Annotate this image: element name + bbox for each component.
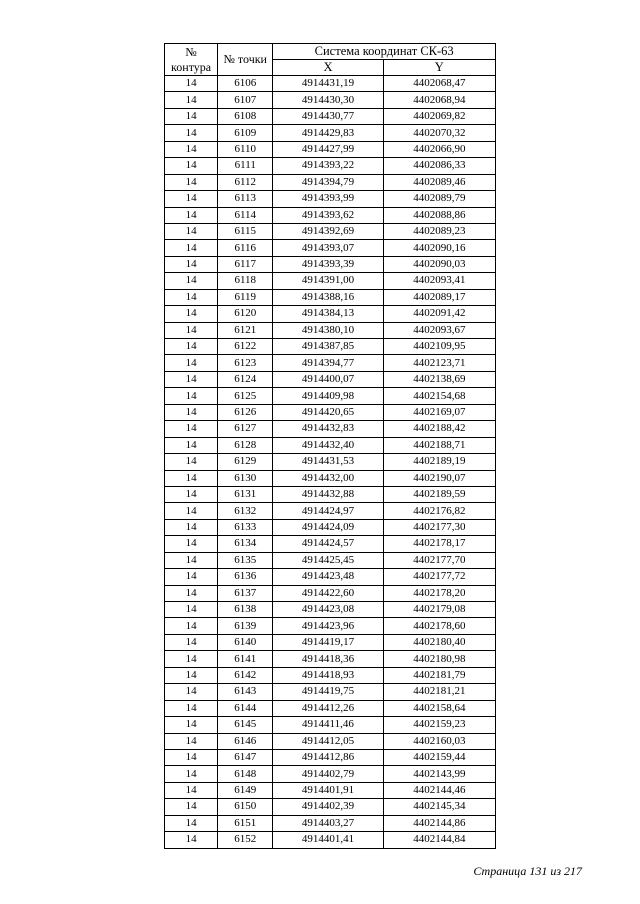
cell-point: 6143	[218, 684, 273, 700]
cell-contour: 14	[165, 125, 218, 141]
table-row	[165, 322, 496, 338]
cell-contour: 14	[165, 404, 218, 420]
cell-contour: 14	[165, 223, 218, 239]
cell-y: 4402123,71	[383, 355, 495, 371]
table-row	[165, 355, 496, 371]
cell-y: 4402177,72	[383, 569, 495, 585]
cell-x: 4914430,77	[273, 108, 383, 124]
cell-x: 4914403,27	[273, 815, 383, 831]
cell-contour: 14	[165, 569, 218, 585]
cell-contour: 14	[165, 421, 218, 437]
cell-point: 6125	[218, 388, 273, 404]
cell-x: 4914432,88	[273, 486, 383, 502]
table-row	[165, 92, 496, 108]
cell-contour: 14	[165, 273, 218, 289]
cell-point: 6142	[218, 667, 273, 683]
cell-point: 6127	[218, 421, 273, 437]
cell-point: 6107	[218, 92, 273, 108]
cell-x: 4914432,83	[273, 421, 383, 437]
cell-y: 4402178,20	[383, 585, 495, 601]
cell-x: 4914411,46	[273, 717, 383, 733]
cell-y: 4402190,07	[383, 470, 495, 486]
cell-x: 4914380,10	[273, 322, 383, 338]
table-row	[165, 766, 496, 782]
table-row	[165, 585, 496, 601]
cell-point: 6117	[218, 256, 273, 272]
cell-point: 6145	[218, 717, 273, 733]
cell-y: 4402066,90	[383, 141, 495, 157]
table-row	[165, 618, 496, 634]
cell-contour: 14	[165, 207, 218, 223]
table-header	[165, 44, 496, 76]
cell-point: 6132	[218, 503, 273, 519]
table-row	[165, 486, 496, 502]
cell-contour: 14	[165, 733, 218, 749]
cell-x: 4914412,05	[273, 733, 383, 749]
table-row	[165, 503, 496, 519]
cell-contour: 14	[165, 339, 218, 355]
table-row	[165, 667, 496, 683]
cell-x: 4914393,62	[273, 207, 383, 223]
cell-y: 4402089,17	[383, 289, 495, 305]
table-row	[165, 191, 496, 207]
cell-contour: 14	[165, 191, 218, 207]
table-row	[165, 108, 496, 124]
cell-y: 4402086,33	[383, 158, 495, 174]
cell-point: 6139	[218, 618, 273, 634]
table-row	[165, 371, 496, 387]
cell-contour: 14	[165, 322, 218, 338]
cell-y: 4402144,86	[383, 815, 495, 831]
table-row	[165, 733, 496, 749]
table-row	[165, 125, 496, 141]
cell-point: 6121	[218, 322, 273, 338]
cell-point: 6124	[218, 371, 273, 387]
cell-x: 4914427,99	[273, 141, 383, 157]
cell-x: 4914430,30	[273, 92, 383, 108]
table-row	[165, 339, 496, 355]
cell-y: 4402068,94	[383, 92, 495, 108]
cell-contour: 14	[165, 782, 218, 798]
cell-contour: 14	[165, 486, 218, 502]
cell-y: 4402180,98	[383, 651, 495, 667]
cell-contour: 14	[165, 815, 218, 831]
cell-x: 4914393,39	[273, 256, 383, 272]
cell-point: 6133	[218, 519, 273, 535]
cell-point: 6118	[218, 273, 273, 289]
cell-contour: 14	[165, 470, 218, 486]
cell-contour: 14	[165, 174, 218, 190]
cell-contour: 14	[165, 240, 218, 256]
table-row	[165, 223, 496, 239]
cell-x: 4914423,96	[273, 618, 383, 634]
cell-y: 4402068,47	[383, 76, 495, 92]
cell-contour: 14	[165, 602, 218, 618]
cell-point: 6120	[218, 306, 273, 322]
cell-point: 6116	[218, 240, 273, 256]
table-row	[165, 174, 496, 190]
cell-y: 4402177,30	[383, 519, 495, 535]
cell-contour: 14	[165, 766, 218, 782]
table-row	[165, 76, 496, 92]
cell-x: 4914424,97	[273, 503, 383, 519]
table-row	[165, 454, 496, 470]
table-row	[165, 404, 496, 420]
cell-x: 4914401,41	[273, 832, 383, 848]
cell-y: 4402160,03	[383, 733, 495, 749]
cell-y: 4402145,34	[383, 799, 495, 815]
cell-point: 6106	[218, 76, 273, 92]
cell-x: 4914424,09	[273, 519, 383, 535]
cell-y: 4402088,86	[383, 207, 495, 223]
cell-y: 4402090,03	[383, 256, 495, 272]
cell-point: 6111	[218, 158, 273, 174]
cell-y: 4402093,41	[383, 273, 495, 289]
cell-point: 6113	[218, 191, 273, 207]
cell-x: 4914402,39	[273, 799, 383, 815]
cell-contour: 14	[165, 92, 218, 108]
cell-x: 4914394,79	[273, 174, 383, 190]
cell-contour: 14	[165, 454, 218, 470]
cell-x: 4914423,08	[273, 602, 383, 618]
table-row	[165, 273, 496, 289]
cell-x: 4914401,91	[273, 782, 383, 798]
cell-point: 6131	[218, 486, 273, 502]
cell-y: 4402169,07	[383, 404, 495, 420]
cell-contour: 14	[165, 158, 218, 174]
table-row	[165, 519, 496, 535]
cell-y: 4402189,19	[383, 454, 495, 470]
header-contour-number: № контура	[165, 44, 218, 76]
cell-y: 4402178,17	[383, 536, 495, 552]
table-row	[165, 799, 496, 815]
cell-y: 4402138,69	[383, 371, 495, 387]
cell-contour: 14	[165, 717, 218, 733]
cell-y: 4402158,64	[383, 700, 495, 716]
cell-x: 4914419,17	[273, 634, 383, 650]
table-row	[165, 421, 496, 437]
cell-y: 4402188,71	[383, 437, 495, 453]
table-row	[165, 651, 496, 667]
table-row	[165, 749, 496, 765]
cell-x: 4914391,00	[273, 273, 383, 289]
cell-y: 4402154,68	[383, 388, 495, 404]
table-row	[165, 207, 496, 223]
cell-x: 4914432,00	[273, 470, 383, 486]
cell-x: 4914420,65	[273, 404, 383, 420]
cell-point: 6149	[218, 782, 273, 798]
table-row	[165, 552, 496, 568]
cell-point: 6129	[218, 454, 273, 470]
cell-x: 4914412,86	[273, 749, 383, 765]
table-row	[165, 602, 496, 618]
cell-point: 6126	[218, 404, 273, 420]
cell-x: 4914393,22	[273, 158, 383, 174]
cell-contour: 14	[165, 634, 218, 650]
table-row	[165, 700, 496, 716]
cell-x: 4914429,83	[273, 125, 383, 141]
cell-point: 6112	[218, 174, 273, 190]
cell-point: 6141	[218, 651, 273, 667]
table-row	[165, 306, 496, 322]
cell-y: 4402177,70	[383, 552, 495, 568]
table-row	[165, 141, 496, 157]
cell-point: 6151	[218, 815, 273, 831]
cell-x: 4914412,26	[273, 700, 383, 716]
cell-contour: 14	[165, 749, 218, 765]
cell-point: 6110	[218, 141, 273, 157]
cell-contour: 14	[165, 618, 218, 634]
cell-x: 4914425,45	[273, 552, 383, 568]
table-row	[165, 832, 496, 848]
cell-y: 4402180,40	[383, 634, 495, 650]
cell-point: 6137	[218, 585, 273, 601]
table-row	[165, 536, 496, 552]
cell-y: 4402143,99	[383, 766, 495, 782]
table-body	[165, 76, 496, 849]
cell-x: 4914400,07	[273, 371, 383, 387]
cell-x: 4914392,69	[273, 223, 383, 239]
cell-point: 6136	[218, 569, 273, 585]
cell-y: 4402089,46	[383, 174, 495, 190]
cell-x: 4914431,19	[273, 76, 383, 92]
cell-x: 4914388,16	[273, 289, 383, 305]
cell-y: 4402181,21	[383, 684, 495, 700]
table-row	[165, 289, 496, 305]
cell-contour: 14	[165, 651, 218, 667]
cell-contour: 14	[165, 799, 218, 815]
cell-x: 4914419,75	[273, 684, 383, 700]
cell-point: 6130	[218, 470, 273, 486]
cell-contour: 14	[165, 536, 218, 552]
cell-point: 6123	[218, 355, 273, 371]
cell-y: 4402144,84	[383, 832, 495, 848]
cell-y: 4402159,44	[383, 749, 495, 765]
cell-contour: 14	[165, 306, 218, 322]
cell-y: 4402090,16	[383, 240, 495, 256]
header-point-number: № точки	[218, 44, 273, 76]
cell-y: 4402176,82	[383, 503, 495, 519]
cell-x: 4914393,99	[273, 191, 383, 207]
cell-x: 4914387,85	[273, 339, 383, 355]
cell-contour: 14	[165, 108, 218, 124]
cell-y: 4402109,95	[383, 339, 495, 355]
cell-x: 4914402,79	[273, 766, 383, 782]
cell-contour: 14	[165, 355, 218, 371]
cell-point: 6147	[218, 749, 273, 765]
header-coordinate-system: Система координат СК-63	[273, 44, 496, 60]
cell-point: 6152	[218, 832, 273, 848]
cell-y: 4402178,60	[383, 618, 495, 634]
cell-contour: 14	[165, 371, 218, 387]
table-row	[165, 437, 496, 453]
cell-point: 6138	[218, 602, 273, 618]
cell-x: 4914394,77	[273, 355, 383, 371]
cell-y: 4402091,42	[383, 306, 495, 322]
cell-point: 6108	[218, 108, 273, 124]
cell-y: 4402159,23	[383, 717, 495, 733]
cell-contour: 14	[165, 289, 218, 305]
cell-contour: 14	[165, 585, 218, 601]
cell-y: 4402093,67	[383, 322, 495, 338]
cell-x: 4914424,57	[273, 536, 383, 552]
header-x: X	[273, 60, 383, 76]
table-row	[165, 240, 496, 256]
table-row	[165, 815, 496, 831]
cell-x: 4914422,60	[273, 585, 383, 601]
cell-y: 4402181,79	[383, 667, 495, 683]
cell-y: 4402089,79	[383, 191, 495, 207]
cell-contour: 14	[165, 388, 218, 404]
cell-point: 6140	[218, 634, 273, 650]
cell-point: 6115	[218, 223, 273, 239]
table-row	[165, 256, 496, 272]
cell-x: 4914431,53	[273, 454, 383, 470]
cell-point: 6109	[218, 125, 273, 141]
cell-point: 6150	[218, 799, 273, 815]
cell-contour: 14	[165, 667, 218, 683]
cell-x: 4914418,36	[273, 651, 383, 667]
table-row	[165, 569, 496, 585]
cell-point: 6135	[218, 552, 273, 568]
cell-point: 6144	[218, 700, 273, 716]
table-row	[165, 158, 496, 174]
cell-contour: 14	[165, 256, 218, 272]
table-row	[165, 717, 496, 733]
table-row	[165, 470, 496, 486]
cell-contour: 14	[165, 552, 218, 568]
table-row	[165, 782, 496, 798]
coordinates-table	[164, 43, 496, 849]
cell-contour: 14	[165, 503, 218, 519]
cell-contour: 14	[165, 832, 218, 848]
table-row	[165, 684, 496, 700]
cell-point: 6134	[218, 536, 273, 552]
cell-contour: 14	[165, 141, 218, 157]
table-row	[165, 634, 496, 650]
cell-point: 6128	[218, 437, 273, 453]
cell-y: 4402070,32	[383, 125, 495, 141]
cell-y: 4402089,23	[383, 223, 495, 239]
table-row	[165, 388, 496, 404]
cell-y: 4402188,42	[383, 421, 495, 437]
header-y: Y	[383, 60, 495, 76]
cell-x: 4914418,93	[273, 667, 383, 683]
cell-x: 4914423,48	[273, 569, 383, 585]
cell-contour: 14	[165, 437, 218, 453]
cell-x: 4914432,40	[273, 437, 383, 453]
cell-contour: 14	[165, 519, 218, 535]
cell-x: 4914393,07	[273, 240, 383, 256]
cell-contour: 14	[165, 684, 218, 700]
cell-y: 4402144,46	[383, 782, 495, 798]
cell-y: 4402179,08	[383, 602, 495, 618]
cell-x: 4914409,98	[273, 388, 383, 404]
page-number: Страница 131 из 217	[473, 864, 582, 878]
cell-contour: 14	[165, 700, 218, 716]
cell-contour: 14	[165, 76, 218, 92]
cell-point: 6119	[218, 289, 273, 305]
cell-point: 6114	[218, 207, 273, 223]
cell-point: 6122	[218, 339, 273, 355]
cell-y: 4402189,59	[383, 486, 495, 502]
cell-y: 4402069,82	[383, 108, 495, 124]
cell-x: 4914384,13	[273, 306, 383, 322]
cell-point: 6146	[218, 733, 273, 749]
cell-point: 6148	[218, 766, 273, 782]
